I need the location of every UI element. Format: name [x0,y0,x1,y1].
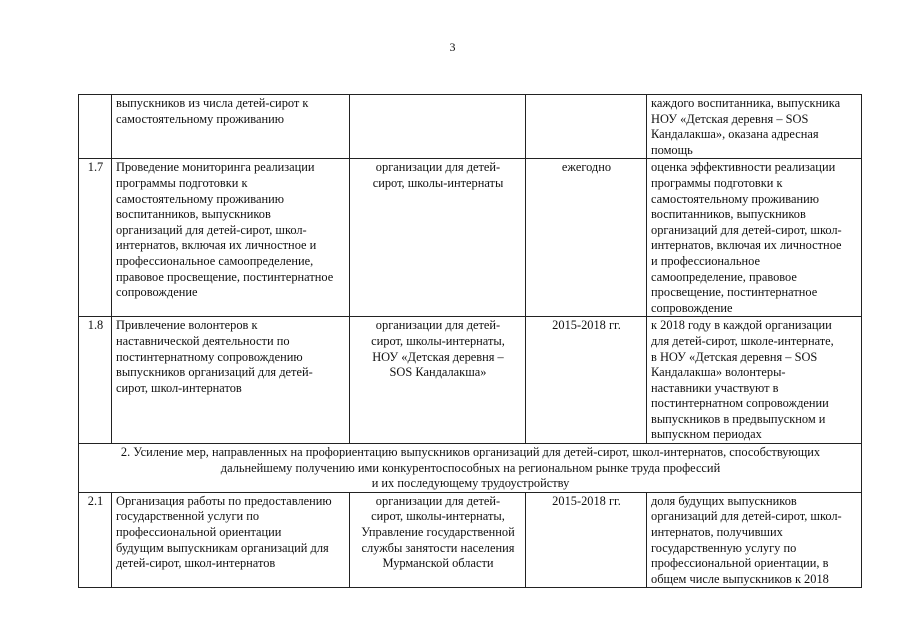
text-line: будущим выпускникам организаций для [116,540,329,555]
text-line: организаций для детей-сирот, школ- [651,222,842,237]
text-line: профессиональной ориентации, в [651,556,829,571]
text-line: каждого воспитанника, выпускника [651,96,841,110]
text-line: к 2018 году в каждой организации [651,318,832,333]
text-line: программы подготовки к [651,175,783,190]
table-row [79,317,862,444]
text-line: воспитанников, выпускников [651,207,806,222]
text-line: организации для детей- [375,493,501,508]
text-line: выпускников в предвыпускном и [651,411,826,426]
event-cell [112,317,350,444]
text-line: сирот, школы-интернаты [372,175,504,190]
text-line: общем числе выпускников к 2018 [651,571,829,586]
period-cell [526,317,647,444]
row-number: 1.7 [79,159,112,317]
text-line: профессиональной ориентации [116,525,282,540]
text-line: 2015-2018 гг. [552,493,621,508]
text-line: организации для детей- [375,318,501,333]
text-line: организаций для детей-сирот, школ- [651,509,842,524]
text-line: службы занятости населения [361,540,515,555]
text-line: интернатов, включая их личностное и [116,238,317,253]
text-line: детей-сирот, школ-интернатов [116,556,276,571]
text-line: сирот, школ-интернатов [116,380,242,395]
text-line: НОУ «Детская деревня – [372,349,504,364]
event-cell [112,159,350,317]
row-number: 1.8 [79,317,112,444]
page-number: 3 [449,40,456,54]
text-line: правовое просвещение, постинтернатное [116,269,334,284]
measures-table [78,94,862,588]
result-cell [647,159,862,317]
period-cell [526,159,647,317]
text-line: для детей-сирот, школе-интернате, [651,333,834,348]
text-line: оценка эффективности реализации [651,160,836,175]
text-line: Привлечение волонтеров к [116,318,258,333]
text-line: 2. Усиление мер, направленных на профориентацию выпускников организаций для детей-сирот, школ-интернатов, способствующих [120,445,821,460]
text-line: и профессиональное [651,253,760,268]
executors-cell [350,159,526,317]
text-line: доля будущих выпускников [651,493,797,508]
text-line: Управление государственной [361,525,515,540]
row-number: 2.1 [79,492,112,588]
text-line: просвещение, постинтернатное [651,285,818,300]
text-line: наставнической деятельности по [116,333,290,348]
section-heading [79,444,862,493]
result-cell [647,492,862,588]
period-cell [526,492,647,588]
text-line: сирот, школы-интернаты, [371,509,505,524]
text-line: ежегодно [561,160,612,175]
text-line: в НОУ «Детская деревня – SOS [651,349,818,364]
result-cell [647,317,862,444]
executors-cell [350,492,526,588]
text-line: Мурманской области [382,556,494,571]
section-header-row [79,444,862,493]
text-line: сопровождение [651,300,733,315]
period-cell [526,95,647,159]
text-line: государственную услугу по [651,540,797,555]
text-line: государственной услуги по [116,509,260,524]
text-line: помощь [651,142,693,157]
text-line: и их последующему трудоустройству [371,476,570,491]
text-line: выпускников из числа детей-сирот к [116,96,309,110]
event-cell [112,95,350,159]
text-line: самостоятельному проживанию [116,111,284,126]
text-line: программы подготовки к [116,175,248,190]
text-line: постинтернатном сопровождении [651,396,829,411]
executors-cell [350,317,526,444]
text-line: сирот, школы-интернаты, [371,333,505,348]
text-line: организации для детей- [375,160,501,175]
text-line: интернатов, включая их личностное [651,238,842,253]
text-line: профессиональное самоопределение, [116,253,314,268]
text-line: Организация работы по предоставлению [116,493,332,508]
text-line: постинтернатному сопровождению [116,349,303,364]
text-line: интернатов, получивших [651,525,783,540]
text-line: воспитанников, выпускников [116,207,271,222]
row-number [79,95,112,159]
text-line: самостоятельному проживанию [651,191,819,206]
text-line: Кандалакша» волонтеры- [651,365,786,380]
text-line: самоопределение, правовое [651,269,797,284]
text-line: сопровождение [116,285,198,300]
executors-cell [350,95,526,159]
text-line: SOS Кандалакша» [389,365,487,380]
result-cell [647,95,862,159]
text-line: выпускников организаций для детей- [116,365,313,380]
text-line: дальнейшему получению ими конкурентоспособных на региональном рынке труда профессий [220,460,721,475]
text-line: организаций для детей-сирот, школ- [116,222,307,237]
text-line: 2015-2018 гг. [552,318,621,333]
text-line: выпускном периодах [651,427,762,442]
event-cell [112,492,350,588]
text-line: самостоятельному проживанию [116,191,284,206]
text-line: Кандалакша», оказана адресная [651,127,819,142]
text-line: Проведение мониторинга реализации [116,160,315,175]
text-line: НОУ «Детская деревня – SOS [651,111,809,126]
table-row [79,492,862,588]
table-row [79,159,862,317]
table-row [79,95,862,159]
text-line: наставники участвуют в [651,380,779,395]
